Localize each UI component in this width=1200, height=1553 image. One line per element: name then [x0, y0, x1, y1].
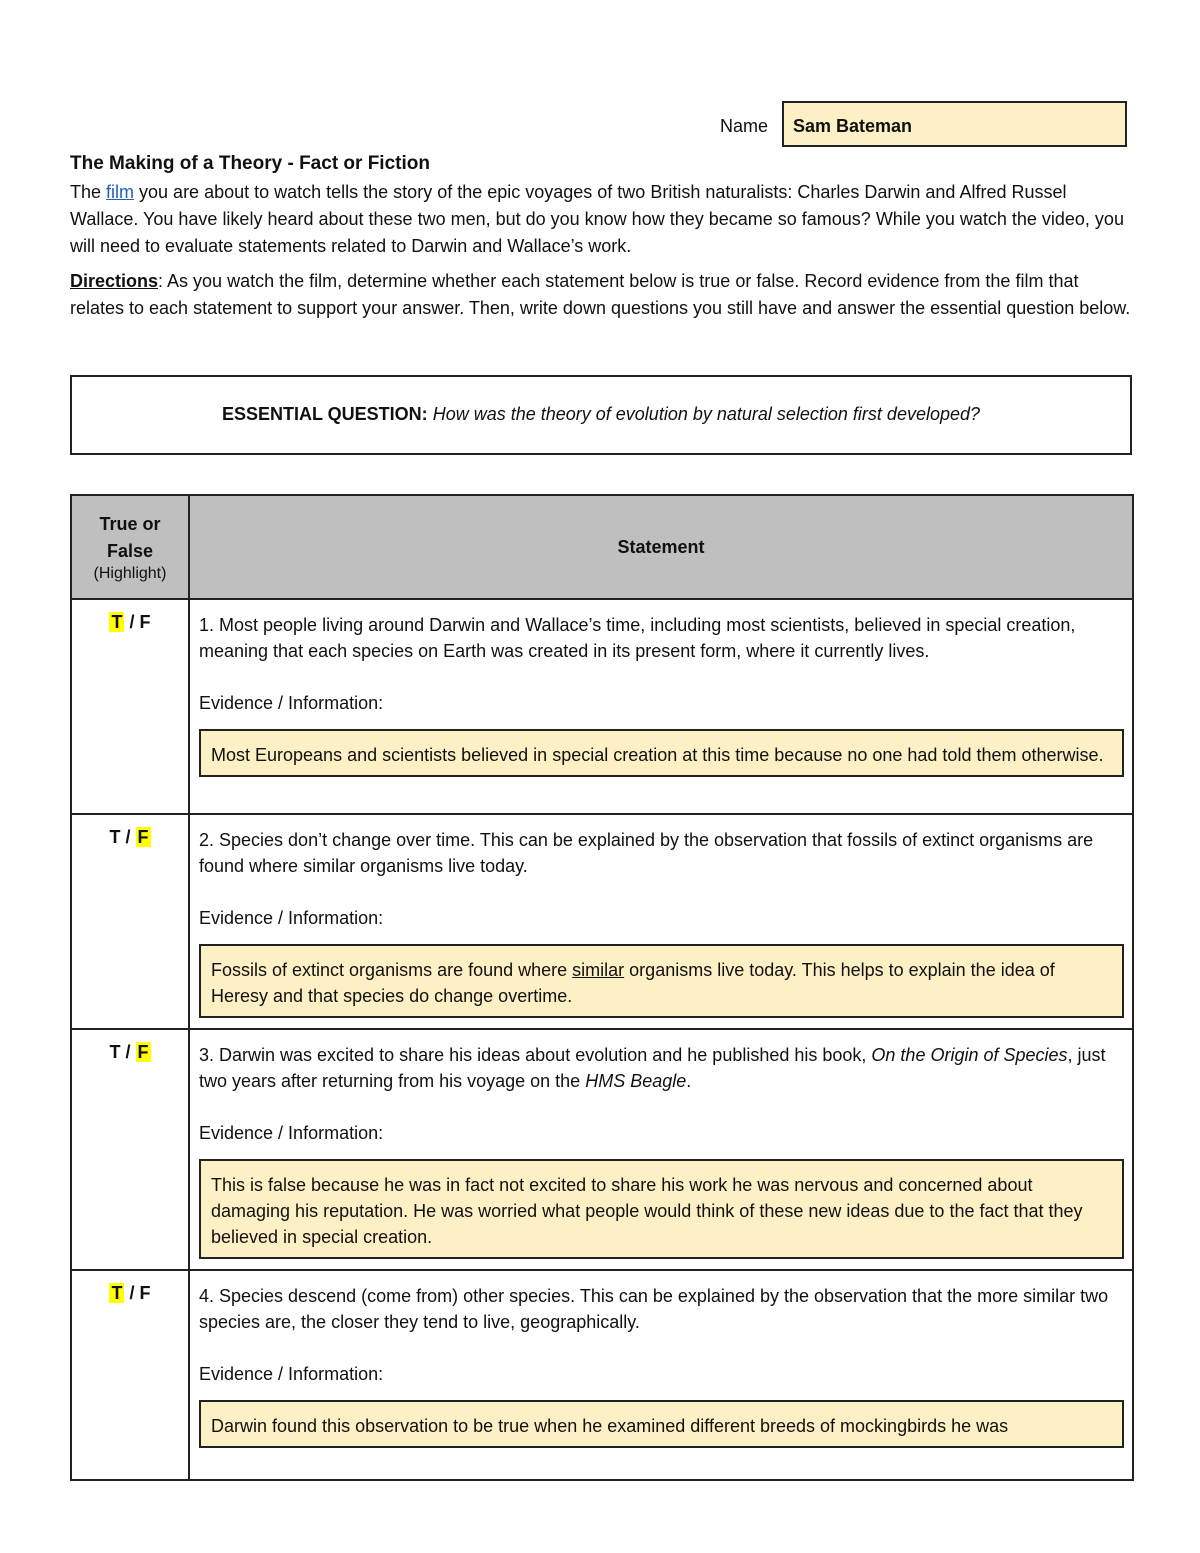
false-option-selected[interactable]: F [137, 827, 149, 847]
evidence-underlined-word: similar [572, 960, 625, 980]
true-false-choice[interactable] [71, 1270, 189, 1480]
true-option[interactable]: T [109, 1042, 121, 1062]
evidence-field[interactable]: Darwin found this observation to be true when he examined different breeds of mockingbirds he was [199, 1400, 1124, 1448]
false-option[interactable]: F [139, 612, 151, 632]
tf-separator: / [124, 612, 140, 632]
table-row [71, 1029, 1133, 1270]
highlight-note: (Highlight) [93, 565, 167, 582]
statement-text-start: 3. Darwin was excited to share his ideas about evolution and he published his book, [199, 1045, 872, 1065]
evidence-text-start: Fossils of extinct organisms are found where [211, 960, 573, 980]
statement-text-middle: , just two years after returning from his voyage on the [199, 1045, 1106, 1091]
directions-text: : As you watch the film, determine whether each statement below is true or false. Record evidence from the film that relates to each statement to support your answer. Then, write down questions you still have and answer the essential question below. [70, 271, 1131, 318]
statement-cell [189, 599, 1133, 814]
true-false-header-line1: True or [99, 514, 161, 534]
false-option-selected[interactable]: F [137, 1042, 149, 1062]
evidence-field[interactable]: This is false because he was in fact not excited to share his work he was nervous and concerned about damaging his reputation. He was worried what people would think of these new ideas due to the fact that they believed in special creation. [199, 1159, 1124, 1259]
page-title: The Making of a Theory - Fact or Fiction [70, 153, 430, 174]
intro-text-rest: you are about to watch tells the story of the epic voyages of two British naturalists: Charles Darwin and Alfred Russel Wallace. You have likely heard about these two men, but do you know how they became so famous? While you watch the video, you will need to evaluate statements related to Darwin and Wallace’s work. [70, 182, 1124, 256]
evidence-text-rest: organisms live today. This helps to explain the idea of Heresy and that species do change overtime. [211, 960, 1055, 1006]
statement-text: 4. Species descend (come from) other species. This can be explained by the observation that the more similar two species are, the closer they tend to live, geographically. [199, 1286, 1109, 1332]
evidence-field[interactable] [199, 944, 1124, 1018]
false-option[interactable]: F [139, 1283, 151, 1303]
true-option-selected[interactable]: T [111, 1283, 123, 1303]
directions-paragraph [70, 268, 1135, 322]
statement-text: 2. Species don’t change over time. This can be explained by the observation that fossils of extinct organisms are found where similar organisms live today. [199, 830, 1094, 876]
statement-text: 1. Most people living around Darwin and Wallace’s time, including most scientists, believed in special creation, meaning that each species on Earth was created in its present form, where it currently lives. [199, 615, 1076, 661]
table-row [71, 599, 1133, 814]
true-false-choice[interactable] [71, 599, 189, 814]
tf-separator: / [120, 827, 136, 847]
table-row [71, 814, 1133, 1029]
statement-cell [189, 814, 1133, 1029]
true-option-selected[interactable]: T [111, 612, 123, 632]
evidence-label: Evidence / Information: [199, 1364, 384, 1384]
true-false-header-line2: False [106, 541, 154, 561]
statement-cell [189, 1270, 1133, 1480]
name-label: Name [720, 116, 769, 136]
true-false-choice[interactable] [71, 814, 189, 1029]
directions-label: Directions [70, 271, 159, 291]
evidence-label: Evidence / Information: [199, 908, 384, 928]
tf-separator: / [124, 1283, 140, 1303]
statements-table [70, 494, 1134, 1481]
statement-text [199, 1042, 1124, 1094]
ship-name: HMS Beagle [585, 1071, 687, 1091]
essential-question-label: ESSENTIAL QUESTION: [221, 404, 428, 424]
film-link[interactable]: film [106, 182, 135, 202]
statement-cell [189, 1029, 1133, 1270]
name-field[interactable]: Sam Bateman [782, 101, 1127, 147]
true-false-header [71, 495, 189, 599]
table-row [71, 1270, 1133, 1480]
tf-separator: / [120, 1042, 136, 1062]
statement-header: Statement [189, 495, 1133, 599]
book-title: On the Origin of Species [871, 1045, 1068, 1065]
true-option[interactable]: T [109, 827, 121, 847]
table-header-row [71, 495, 1133, 599]
essential-question-box [70, 375, 1132, 455]
intro-paragraph [70, 179, 1135, 260]
intro-text-start: The [70, 182, 107, 202]
evidence-label: Evidence / Information: [199, 693, 384, 713]
essential-question-text: How was the theory of evolution by natural selection first developed? [432, 404, 981, 424]
statement-text-end: . [686, 1071, 692, 1091]
evidence-field[interactable]: Most Europeans and scientists believed in special creation at this time because no one had told them otherwise. [199, 729, 1124, 777]
true-false-choice[interactable] [71, 1029, 189, 1270]
evidence-label: Evidence / Information: [199, 1123, 384, 1143]
